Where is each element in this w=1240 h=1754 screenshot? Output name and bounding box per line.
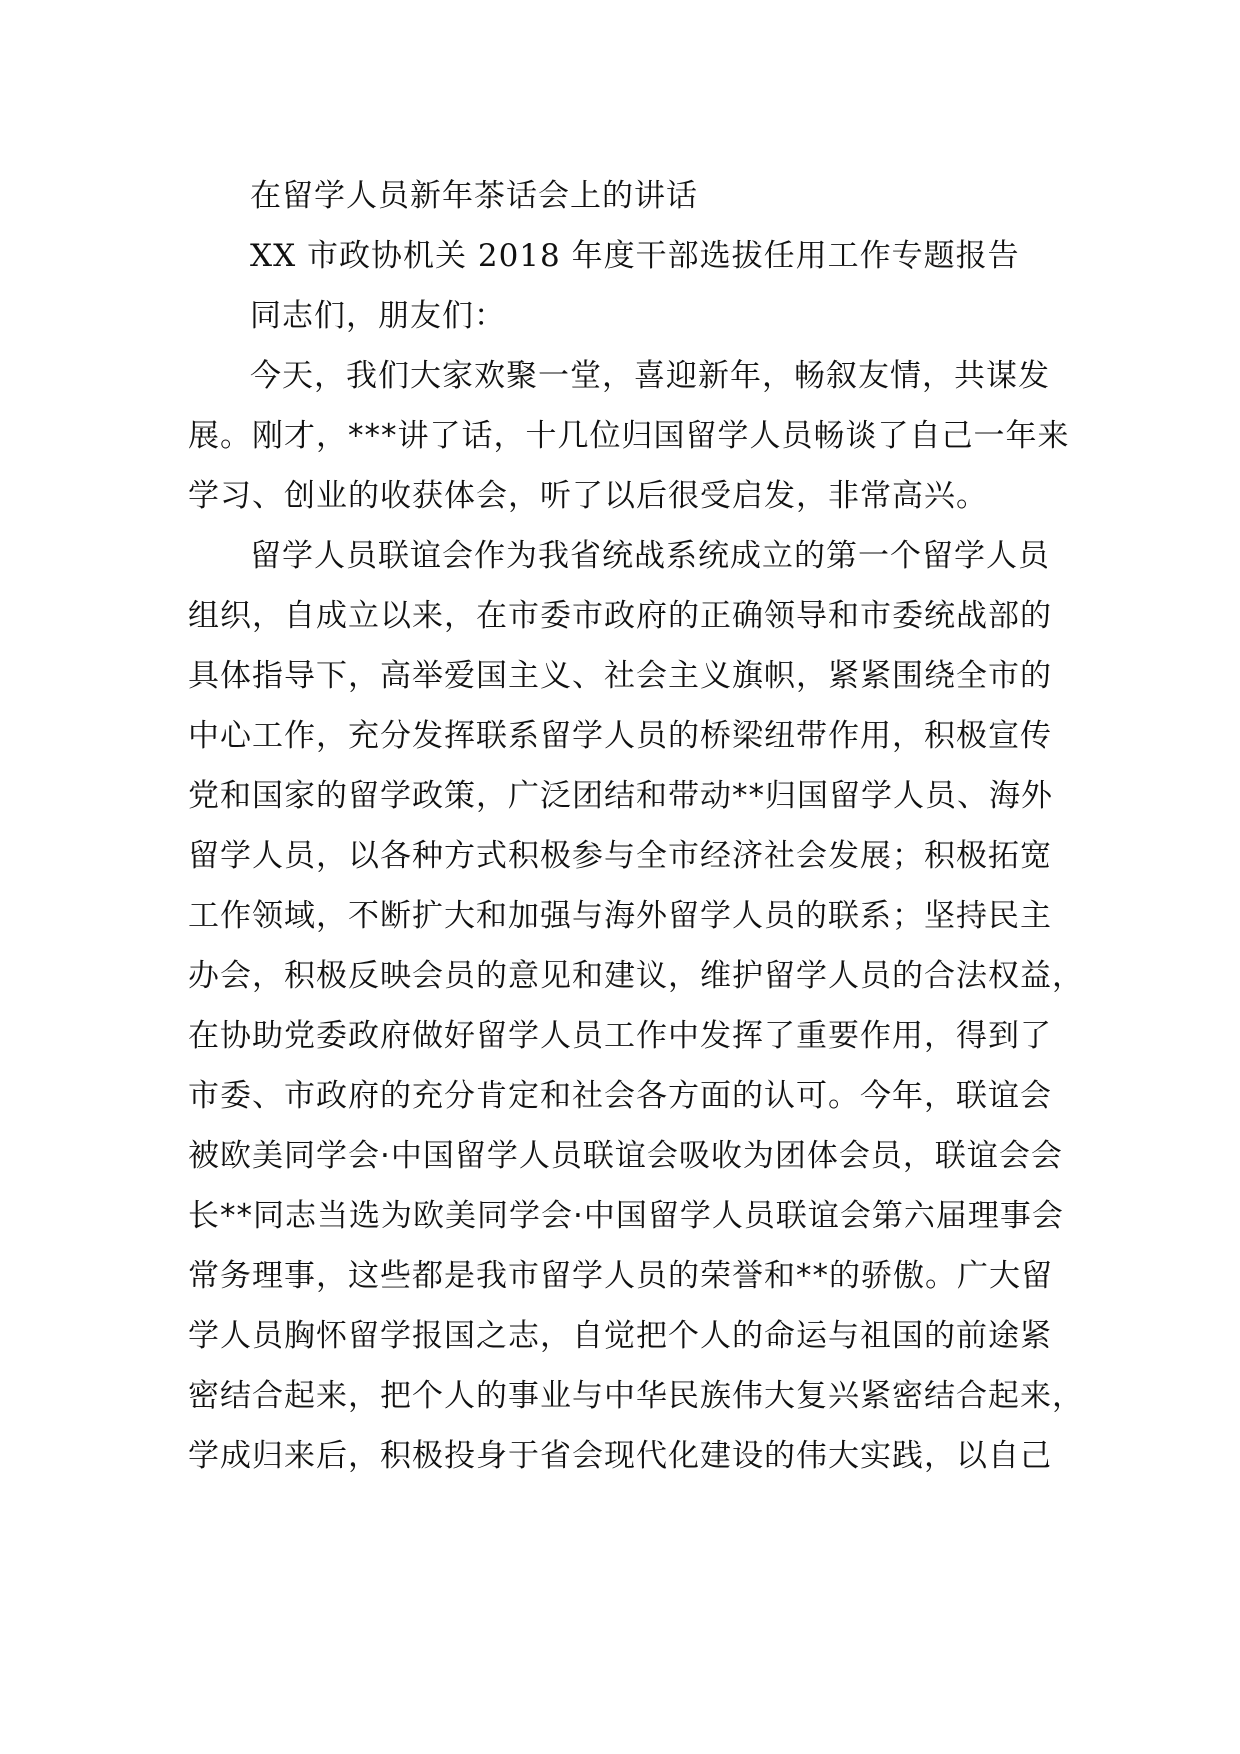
paragraph-line: 办会，积极反映会员的意见和建议，维护留学人员的合法权益，	[188, 958, 1084, 994]
paragraph-line: 留学人员，以各种方式积极参与全市经济社会发展；积极拓宽	[188, 838, 1052, 874]
paragraph-line: 市委、市政府的充分肯定和社会各方面的认可。今年，联谊会	[188, 1078, 1052, 1114]
paragraph-line: 被欧美同学会·中国留学人员联谊会吸收为团体会员，联谊会会	[188, 1138, 1063, 1174]
paragraph-line: 今天，我们大家欢聚一堂，喜迎新年，畅叙友情，共谋发	[250, 358, 1050, 394]
salutation: 同志们，朋友们：	[250, 298, 506, 334]
paragraph-line: 留学人员联谊会作为我省统战系统成立的第一个留学人员	[250, 538, 1050, 574]
paragraph-line: 在协助党委政府做好留学人员工作中发挥了重要作用，得到了	[188, 1018, 1052, 1054]
paragraph-line: 工作领域，不断扩大和加强与海外留学人员的联系；坚持民主	[188, 898, 1052, 934]
paragraph-line: 密结合起来，把个人的事业与中华民族伟大复兴紧密结合起来，	[188, 1378, 1084, 1414]
paragraph-line: 组织，自成立以来，在市委市政府的正确领导和市委统战部的	[188, 598, 1052, 634]
paragraph-line: 展。刚才，***讲了话，十几位归国留学人员畅谈了自己一年来	[188, 418, 1070, 454]
document-title: 在留学人员新年茶话会上的讲话	[250, 178, 698, 214]
paragraph-line: 党和国家的留学政策，广泛团结和带动**归国留学人员、海外	[188, 778, 1053, 814]
paragraph-line: 学人员胸怀留学报国之志，自觉把个人的命运与祖国的前途紧	[188, 1318, 1052, 1354]
paragraph-line: 学成归来后，积极投身于省会现代化建设的伟大实践，以自己	[188, 1438, 1052, 1474]
paragraph-line: 具体指导下，高举爱国主义、社会主义旗帜，紧紧围绕全市的	[188, 658, 1052, 694]
document-subtitle: XX 市政协机关 2018 年度干部选拔任用工作专题报告	[250, 238, 1020, 274]
paragraph-line: 中心工作，充分发挥联系留学人员的桥梁纽带作用，积极宣传	[188, 718, 1052, 754]
paragraph-line: 常务理事，这些都是我市留学人员的荣誉和**的骄傲。广大留	[188, 1258, 1053, 1294]
paragraph-line: 学习、创业的收获体会，听了以后很受启发，非常高兴。	[188, 478, 988, 514]
paragraph-line: 长**同志当选为欧美同学会·中国留学人员联谊会第六届理事会	[188, 1198, 1064, 1234]
